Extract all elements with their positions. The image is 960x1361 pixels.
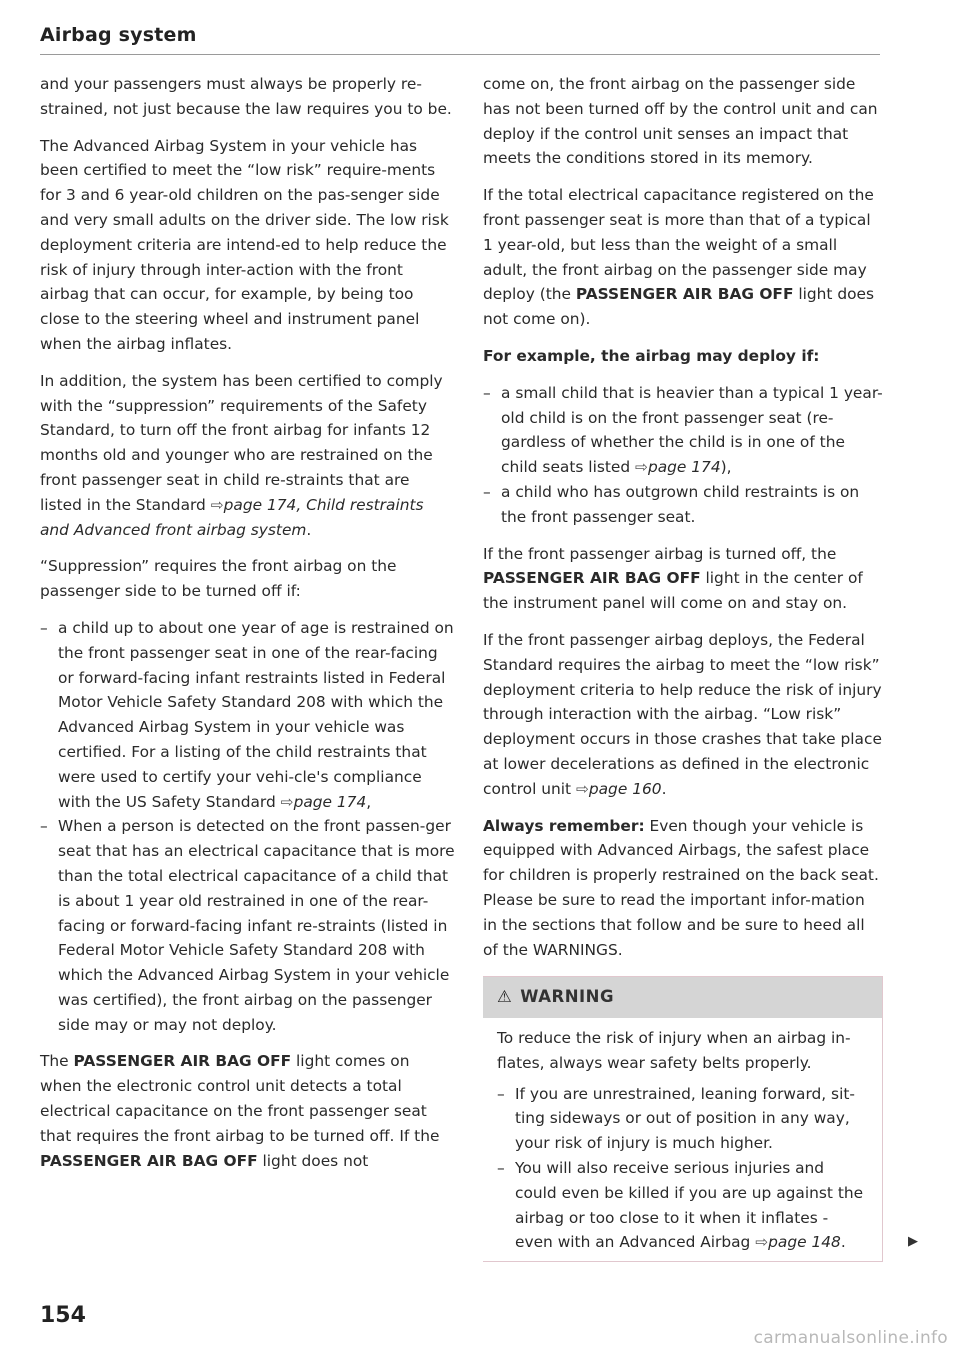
subheading: For example, the airbag may deploy if: — [483, 346, 820, 365]
arrow-right-icon: ⇨ — [210, 495, 224, 514]
section-title: Airbag system — [40, 24, 197, 46]
page-reference-link[interactable]: ⇨page 148 — [755, 1233, 841, 1252]
list-item: – a small child that is heavier than a typical 1 year-old child is on the front passenger seat (re-gardless of whether the child is in one of the child seats listed ⇨page 174), — [483, 381, 883, 480]
list-item: – You will also receive serious injuries and could even be killed if you are up against the airbag or too close to it when it inflates - even with an Advanced Airbag ⇨page 148. — [497, 1156, 868, 1255]
paragraph: Always remember: Even though your vehicle is equipped with Advanced Airbags, the safest place for children is properly restrained on the back seat. Please be sure to read the important infor-mation in the sections that follow and be sure to heed all of the WARNINGS. — [483, 816, 879, 959]
left-column — [40, 72, 455, 1185]
warning-list — [497, 1082, 868, 1256]
warning-intro: To reduce the risk of injury when an airbag in-flates, always wear safety belts properly. — [497, 1029, 851, 1072]
arrow-right-icon: ⇨ — [635, 458, 648, 477]
right-column — [483, 72, 918, 1262]
list-item: – a child who has outgrown child restraints is on the front passenger seat. — [483, 480, 883, 530]
list-item: – When a person is detected on the front passen-ger seat that has an electrical capacitance that is more than the total electrical capacitance of a child that is about 1 year old restrained in one of the rear-facing or forward-facing infant re-straints (listed in Federal Motor Vehicle Safety Standard 208 with which the Advanced Airbag System in your vehicle was certified), the front airbag on the passenger side may or may not deploy. — [40, 814, 455, 1037]
paragraph: “Suppression” requires the front airbag on the passenger side to be turned off if: — [40, 557, 397, 601]
list-item: – If you are unrestrained, leaning forward, sit-ting sideways or out of position in any way, your risk of injury is much higher. — [497, 1082, 868, 1156]
page-number: 154 — [40, 1303, 86, 1328]
page-reference-link[interactable]: ⇨page 174 — [635, 458, 721, 477]
page-reference-link[interactable]: ⇨page 174, Child restraints and Advanced front airbag system — [40, 495, 424, 539]
warning-triangle-icon: ⚠ — [497, 987, 513, 1007]
paragraph: If the total electrical capacitance registered on the front passenger seat is more than that of a typical 1 year-old, but less than the weight of a small adult, the front airbag on the passenger side may deploy (the PASSENGER AIR BAG OFF light does not come on). — [483, 186, 875, 329]
warning-body — [483, 1018, 918, 1261]
paragraph: come on, the front airbag on the passenger side has not been turned off by the control unit and can deploy if the control unit senses an impact that meets the conditions stored in its memory. — [483, 75, 878, 168]
paragraph: If the front passenger airbag is turned off, the PASSENGER AIR BAG OFF light in the center of the instrument panel will come on and stay on. — [483, 544, 863, 613]
continue-arrow-icon: ▶ — [908, 1234, 918, 1250]
warning-box — [483, 976, 918, 1262]
arrow-right-icon: ⇨ — [575, 779, 589, 798]
paragraph: In addition, the system has been certified to comply with the “suppression” requirements of the Safety Standard, to turn off the front airbag for infants 12 months old and younger who are restrained on the front passenger seat in child re-straints that are listed in the Standard ⇨page 174, Child restraints and Advanced front airbag system. — [40, 371, 443, 539]
paragraph: The Advanced Airbag System in your vehicle has been certified to meet the “low risk” require-ments for 3 and 6 year-old children on the pas-senger side and very small adults on the driver side. The low risk deployment criteria are intend-ed to help reduce the risk of injury through inter-action with the front airbag that can occur, for example, by being too close to the steering wheel and instrument panel when the airbag inflates. — [40, 136, 449, 353]
page-reference-link[interactable]: ⇨page 174 — [280, 792, 367, 811]
header-divider — [40, 54, 880, 55]
paragraph: and your passengers must always be properly re-strained, not just because the law requires you to be. — [40, 75, 452, 118]
warning-header — [483, 977, 882, 1018]
arrow-right-icon: ⇨ — [280, 792, 294, 811]
suppression-list — [40, 616, 455, 1038]
page-header — [40, 24, 880, 46]
arrow-right-icon: ⇨ — [755, 1233, 769, 1252]
deploy-list — [483, 381, 883, 530]
paragraph: The PASSENGER AIR BAG OFF light comes on when the electronic control unit detects a total electrical capacitance on the front passenger seat that requires the front airbag to be turned off. If the PASSENGER AIR BAG OFF light does not — [40, 1052, 440, 1170]
list-item: – a child up to about one year of age is restrained on the front passenger seat in one of the rear-facing or forward-facing infant restraints listed in Federal Motor Vehicle Safety Standard 208 with which the Advanced Airbag System in your vehicle was certified. For a listing of the child restraints that were used to certify your vehi-cle's compliance with the US Safety Standard ⇨page 174, — [40, 616, 455, 814]
page-reference-link[interactable]: ⇨page 160 — [575, 779, 662, 798]
warning-title: WARNING — [520, 987, 615, 1007]
paragraph: If the front passenger airbag deploys, the Federal Standard requires the airbag to meet the “low risk” deployment criteria to help reduce the risk of injury through interaction with the airbag. “Low risk” deployment occurs in those crashes that take place at lower decelerations as defined in the electronic control unit ⇨page 160. — [483, 630, 882, 798]
watermark: carmanualsonline.info — [753, 1328, 948, 1348]
